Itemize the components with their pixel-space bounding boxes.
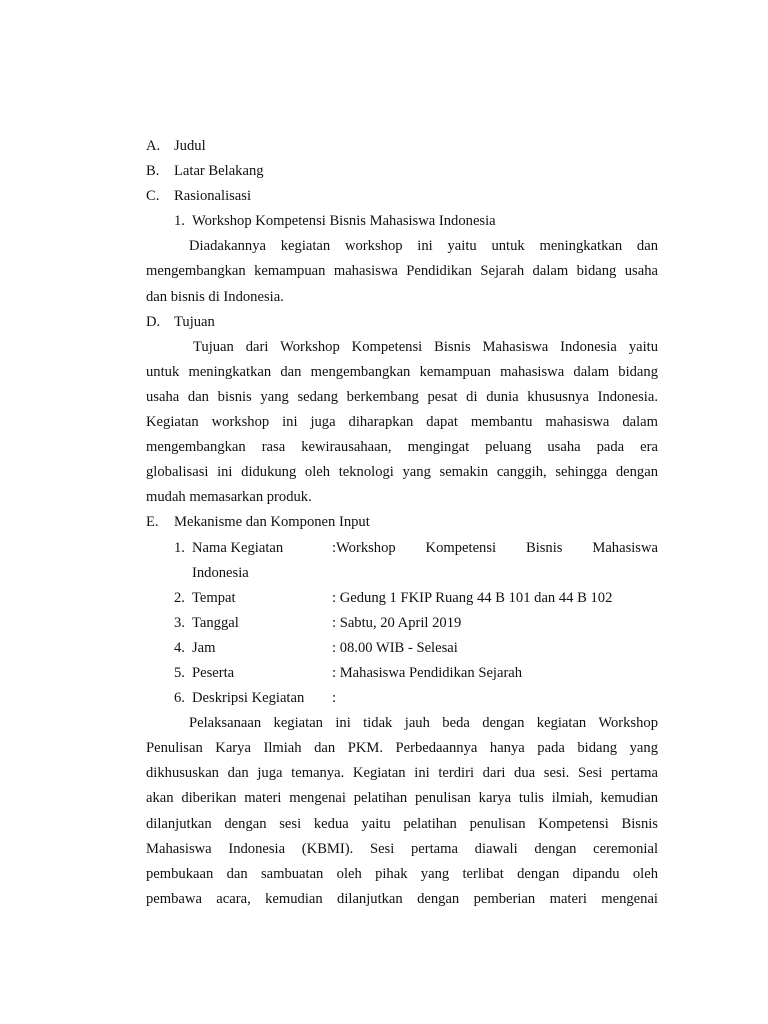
section-label: A. — [146, 138, 161, 154]
paragraph-line: akan diberikan materi mengenai pelatihan penulisan karya tulis ilmiah, kemudian — [146, 790, 658, 807]
detail-row-jam — [146, 636, 658, 661]
section-label: C. — [146, 188, 160, 205]
section-d-heading — [146, 310, 658, 335]
detail-value: : Sabtu, 20 April 2019 — [332, 614, 462, 631]
paragraph-line: dilanjutkan dengan sesi kedua yaitu pelatihan penulisan Kompetensi Bisnis — [146, 815, 658, 832]
detail-key: Peserta — [192, 664, 235, 681]
detail-key: Jam — [192, 639, 216, 656]
paragraph-line: mengembangkan rasa kewirausahaan, mengingat peluang usaha pada era — [146, 439, 658, 456]
rasionalisasi-item-1 — [146, 209, 658, 234]
detail-value: : Mahasiswa Pendidikan Sejarah — [332, 664, 523, 681]
detail-value: : — [332, 690, 337, 707]
section-b-heading — [146, 159, 658, 184]
document-body — [146, 134, 658, 912]
list-item-text: Workshop Kompetensi Bisnis Mahasiswa Indonesia — [192, 213, 496, 230]
detail-row-tanggal — [146, 611, 658, 636]
section-e-heading — [146, 510, 658, 535]
section-c-heading — [146, 184, 658, 209]
list-number: 1. — [174, 539, 185, 556]
detail-key: Tempat — [192, 589, 236, 606]
list-number: 3. — [174, 614, 185, 631]
detail-row-deskripsi-kegiatan — [146, 686, 658, 711]
detail-key: Deskripsi Kegiatan — [192, 690, 305, 707]
paragraph-line: Tujuan dari Workshop Kompetensi Bisnis Mahasiswa Indonesia yaitu — [193, 338, 658, 355]
detail-row-nama-kegiatan — [146, 536, 658, 561]
section-title: Tujuan — [174, 313, 215, 330]
paragraph-line: pembukaan dan sambuatan oleh pihak yang terlibat dengan dipandu oleh — [146, 865, 658, 882]
list-number: 2. — [174, 589, 185, 606]
paragraph-line: mengembangkan kemampuan mahasiswa Pendidikan Sejarah dalam bidang usaha — [146, 263, 658, 280]
paragraph-line: Pelaksanaan kegiatan ini tidak jauh beda dengan kegiatan Workshop — [189, 715, 658, 732]
section-title: Rasionalisasi — [174, 188, 252, 205]
detail-key: Nama Kegiatan — [192, 539, 284, 556]
paragraph-line: dan bisnis di Indonesia. — [146, 288, 284, 305]
detail-value-continuation: Indonesia — [192, 564, 249, 581]
detail-value: : 08.00 WIB - Selesai — [332, 639, 458, 656]
detail-value: : Gedung 1 FKIP Ruang 44 B 101 dan 44 B 102 — [332, 589, 613, 606]
detail-row-peserta — [146, 661, 658, 686]
paragraph-line: pembawa acara, kemudian dilanjutkan dengan pemberian materi mengenai — [146, 890, 658, 907]
paragraph-line: Diadakannya kegiatan workshop ini yaitu untuk meningkatkan dan — [189, 238, 658, 255]
paragraph-line: Kegiatan workshop ini juga diharapkan dapat membantu mahasiswa dalam — [146, 414, 658, 431]
paragraph-line: untuk meningkatkan dan mengembangkan kemampuan mahasiswa dalam bidang — [146, 363, 658, 380]
paragraph-line: dikhususkan dan juga temanya. Kegiatan ini terdiri dari dua sesi. Sesi pertama — [146, 765, 658, 782]
list-number: 1. — [174, 213, 185, 230]
list-number: 6. — [174, 690, 185, 707]
section-a-heading — [146, 134, 658, 159]
section-title: Mekanisme dan Komponen Input — [174, 514, 370, 531]
list-number: 4. — [174, 639, 185, 656]
paragraph-line: Penulisan Karya Ilmiah dan PKM. Perbedaannya hanya pada bidang yang — [146, 740, 658, 757]
section-title: Judul — [174, 138, 206, 154]
paragraph-line: usaha dan bisnis yang sedang berkembang pesat di dunia khususnya Indonesia. — [146, 388, 658, 405]
section-label: B. — [146, 163, 160, 180]
section-label: E. — [146, 514, 159, 531]
list-number: 5. — [174, 664, 185, 681]
detail-key: Tanggal — [192, 614, 239, 631]
section-title: Latar Belakang — [174, 163, 264, 180]
detail-row-tempat — [146, 586, 658, 611]
section-label: D. — [146, 313, 161, 330]
paragraph-line: mudah memasarkan produk. — [146, 489, 312, 506]
paragraph-line: Mahasiswa Indonesia (KBMI). Sesi pertama diawali dengan ceremonial — [146, 840, 658, 857]
paragraph-line: globalisasi ini didukung oleh teknologi yang semakin canggih, sehingga dengan — [146, 464, 658, 481]
detail-value: :Workshop Kompetensi Bisnis Mahasiswa — [332, 539, 658, 556]
